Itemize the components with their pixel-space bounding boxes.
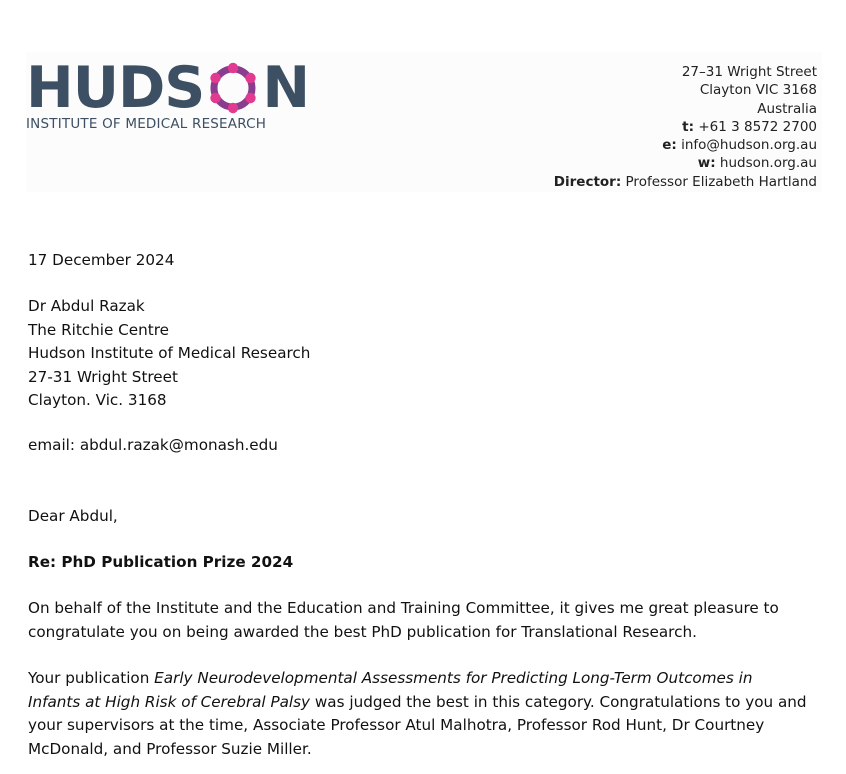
recipient-line: The Ritchie Centre — [28, 320, 169, 339]
paragraph-1 — [28, 597, 828, 644]
recipient-line: Dr Abdul Razak — [28, 297, 145, 315]
email-label: e: — [662, 137, 677, 154]
paragraph-line — [28, 667, 828, 691]
paragraph-text: was judged the best in this category. Congratulations to you and — [310, 692, 807, 711]
address-country: Australia — [757, 100, 817, 117]
paragraph-line: congratulate you on being awarded the best PhD publication for Translational Research. — [28, 622, 697, 641]
paragraph-line: your supervisors at the time, Associate Professor Atul Malhotra, Professor Rod Hunt, Dr Courtney — [28, 716, 765, 734]
logo-letters-left: HUDS — [26, 55, 205, 121]
address-email — [554, 136, 817, 154]
subject-line: Re: PhD Publication Prize 2024 — [28, 553, 294, 571]
logo-letters-right: N — [262, 55, 310, 121]
recipient-email: email: abdul.razak@monash.edu — [28, 436, 278, 454]
director-value: Professor Elizabeth Hartland — [625, 173, 817, 190]
director-label: Director: — [553, 173, 622, 190]
phone-label: t: — [682, 118, 695, 135]
address-phone — [554, 118, 817, 136]
recipient-line: Hudson Institute of Medical Research — [28, 344, 311, 362]
logo-subtitle: INSTITUTE OF MEDICAL RESEARCH — [26, 116, 267, 132]
address-web — [554, 154, 817, 172]
publication-title-part: Infants at High Risk of Cerebral Palsy — [28, 692, 311, 711]
salutation: Dear Abdul, — [28, 507, 118, 525]
address-city: Clayton VIC 3168 — [699, 82, 817, 99]
address-street: 27–31 Wright Street — [681, 64, 817, 80]
letter-date: 17 December 2024 — [28, 251, 175, 269]
recipient-line: 27-31 Wright Street — [28, 367, 178, 386]
web-value: hudson.org.au — [719, 155, 817, 172]
publication-title-part: Early Neurodevelopmental Assessments for Predicting Long-Term Outcomes in — [154, 669, 753, 687]
institute-address — [554, 63, 817, 191]
address-director — [554, 173, 817, 191]
paragraph-line: On behalf of the Institute and the Education and Training Committee, it gives me great pleasure to — [28, 599, 779, 617]
email-value: info@hudson.org.au — [681, 137, 817, 154]
paragraph-line — [28, 691, 828, 715]
recipient-line: Clayton. Vic. 3168 — [28, 391, 167, 409]
web-label: w: — [697, 155, 716, 172]
logo-molecule-icon — [205, 60, 261, 116]
paragraph-text: Your publication — [28, 669, 155, 687]
paragraph-line: McDonald, and Professor Suzie Miller. — [28, 739, 312, 758]
logo-wordmark — [26, 55, 310, 121]
phone-value: +61 3 8572 2700 — [698, 118, 817, 135]
paragraph-2 — [28, 667, 828, 761]
recipient-block — [28, 295, 828, 413]
hudson-logo — [26, 55, 310, 138]
